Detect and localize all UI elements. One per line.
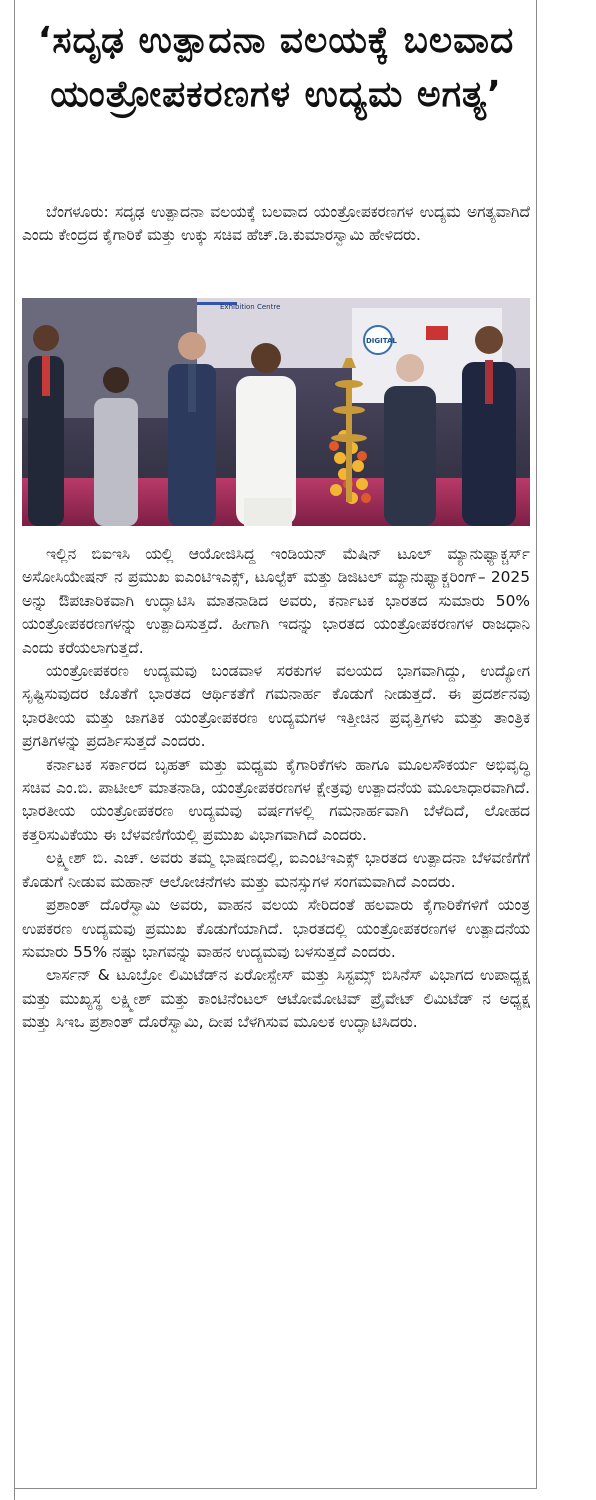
event-photo — [22, 298, 530, 526]
lead-block — [22, 201, 530, 248]
article-headline: ‘ಸದೃಢ ಉತ್ಪಾದನಾ ವಲಯಕ್ಕೆ ಬಲವಾದ ಯಂತ್ರೋಪಕರಣಗಳ ಉದ್ಯಮ ಅಗತ್ಯ’ — [37, 20, 515, 115]
body-paragraph-6: ಲಾರ್ಸನ್ & ಟೂಬ್ರೋ ಲಿಮಿಟೆಡ್‌ನ ಏರೋಸ್ಪೇಸ್ ಮತ್ತು ಸಿಸ್ಟಮ್ಸ್ ಬಿಸಿನೆಸ್ ವಿಭಾಗದ ಉಪಾಧ್ಯಕ್ಷ ಮತ್ತು ಮುಖ್ಯಸ್ಥ ಲಕ್ಷ್ಮೀಶ್ ಮತ್ತು ಕಾಂಟಿನೆಂಟಲ್ ಆಟೋಮೋಟಿವ್ ಪ್ರೈವೇಟ್ ಲಿಮಿಟೆಡ್ ನ ಅಧ್ಯಕ್ಷ ಮತ್ತು ಸಿಇಒ ಪ್ರಶಾಂತ್ ದೊರೆಸ್ವಾಮಿ, ದೀಪ ಬೆಳಗಿಸುವ ಮೂಲಕ ಉದ್ಘಾಟಿಸಿದರು. — [22, 966, 530, 1032]
lead-paragraph: ಬೆಂಗಳೂರು: ಸದೃಢ ಉತ್ಪಾದನಾ ವಲಯಕ್ಕೆ ಬಲವಾದ ಯಂತ್ರೋಪಕರಣಗಳ ಉದ್ಯಮ ಅಗತ್ಯವಾಗಿದೆ ಎಂದು ಕೇಂದ್ರದ ಕೈಗಾರಿಕೆ ಮತ್ತು ಉಕ್ಕು ಸಚಿವ ಹೆಚ್.ಡಿ.ಕುಮಾರಸ್ವಾಮಿ ಹೇಳಿದರು. — [22, 203, 530, 245]
page-left-border — [14, 0, 15, 1500]
backdrop-text: Exhibition Centre — [220, 303, 281, 311]
banner-text: DIGITAL — [366, 337, 397, 345]
body-paragraph-3: ಕರ್ನಾಟಕ ಸರ್ಕಾರದ ಬೃಹತ್ ಮತ್ತು ಮಧ್ಯಮ ಕೈಗಾರಿಕೆಗಳು ಹಾಗೂ ಮೂಲಸೌಕರ್ಯ ಅಭಿವೃದ್ಧಿ ಸಚಿವ ಎಂ.ಬಿ. ಪಾಟೀಲ್ ಮಾತನಾಡಿ, ಯಂತ್ರೋಪಕರಣಗಳ ಕ್ಷೇತ್ರವು ಉತ್ಪಾದನೆಯ ಮೂಲಾಧಾರವಾಗಿದೆ. ಭಾರತೀಯ ಯಂತ್ರೋಪಕರಣ ಉದ್ಯಮವು ವರ್ಷಗಳಲ್ಲಿ ಗಮನಾರ್ಹವಾಗಿ ಬೆಳೆದಿದೆ, ಲೋಹದ ಕತ್ತರಿಸುವಿಕೆಯು ಈ ಬೆಳವಣಿಗೆಯಲ್ಲಿ ಪ್ರಮುಖ ವಿಭಾಗವಾಗಿದೆ ಎಂದರು. — [22, 755, 530, 844]
column-bottom-border — [14, 1488, 537, 1489]
body-paragraph-5: ಪ್ರಶಾಂತ್ ದೊರೆಸ್ವಾಮಿ ಅವರು, ವಾಹನ ವಲಯ ಸೇರಿದಂತೆ ಹಲವಾರು ಕೈಗಾರಿಕೆಗಳಿಗೆ ಯಂತ್ರ ಉಪಕರಣ ಉದ್ಯಮವು ಪ್ರಮುಖ ಕೊಡುಗೆಯಾಗಿದೆ. ಭಾರತದಲ್ಲಿ ಯಂತ್ರೋಪಕರಣಗಳ ಉತ್ಪಾದನೆಯ ಸುಮಾರು 55% ನಷ್ಟು ಭಾಗವನ್ನು ವಾಹನ ಉದ್ಯಮವು ಬಳಸುತ್ತದೆ ಎಂದರು. — [22, 896, 530, 961]
body-paragraph-4: ಲಕ್ಷ್ಮೀಶ್ ಬಿ. ಎಚ್. ಅವರು ತಮ್ಮ ಭಾಷಣದಲ್ಲಿ, ಐಎಂಟಿಇಎಕ್ಸ್ ಭಾರತದ ಉತ್ಪಾದನಾ ಬೆಳವಣಿಗೆಗೆ ಕೊಡುಗೆ ನೀಡುವ ಮಹಾನ್ ಆಲೋಚನೆಗಳು ಮತ್ತು ಮನಸ್ಸುಗಳ ಸಂಗಮವಾಗಿದೆ ಎಂದರು. — [22, 849, 530, 891]
body-paragraph-1: ಇಲ್ಲಿನ ಬಿಐಇಸಿ ಯಲ್ಲಿ ಆಯೋಜಿಸಿದ್ದ ಇಂಡಿಯನ್ ಮೆಷಿನ್ ಟೂಲ್ ಮ್ಯಾನುಫ್ಯಾಕ್ಚರ್ಸ್ ಅಸೋಸಿಯೇಷನ್ ನ ಪ್ರಮುಖ ಐಎಂಟಿಇಎಕ್ಸ್, ಟೂಲ್ಟೆಕ್ ಮತ್ತು ಡಿಜಿಟಲ್ ಮ್ಯಾನುಫ್ಯಾಕ್ಚರಿಂಗ್– 2025 ಅನ್ನು ಔಪಚಾರಿಕವಾಗಿ ಉದ್ಘಾಟಿಸಿ ಮಾತನಾಡಿದ ಅವರು, ಕರ್ನಾಟಕ ಭಾರತದ ಸುಮಾರು 50% ಯಂತ್ರೋಪಕರಣಗಳನ್ನು ಉತ್ಪಾದಿಸುತ್ತದೆ. ಹೀಗಾಗಿ ಇದನ್ನು ಭಾರತದ ಯಂತ್ರೋಪಕರಣಗಳ ರಾಜಧಾನಿ ಎಂದು ಕರೆಯಲಾಗುತ್ತದೆ. — [22, 545, 530, 657]
article-body — [22, 543, 530, 1035]
column-right-border — [536, 0, 537, 1488]
body-paragraph-2: ಯಂತ್ರೋಪಕರಣ ಉದ್ಯಮವು ಬಂಡವಾಳ ಸರಕುಗಳ ವಲಯದ ಭಾಗವಾಗಿದ್ದು, ಉದ್ಯೋಗ ಸೃಷ್ಟಿಸುವುದರ ಜೊತೆಗೆ ಭಾರತದ ಆರ್ಥಿಕತೆಗೆ ಗಮನಾರ್ಹ ಕೊಡುಗೆ ನೀಡುತ್ತದೆ. ಈ ಪ್ರದರ್ಶನವು ಭಾರತೀಯ ಮತ್ತು ಜಾಗತಿಕ ಯಂತ್ರೋಪಕರಣ ಉದ್ಯಮಗಳ ಇತ್ತೀಚಿನ ಪ್ರವೃತ್ತಿಗಳು ಮತ್ತು ತಾಂತ್ರಿಕ ಪ್ರಗತಿಗಳನ್ನು ಪ್ರದರ್ಶಿಸುತ್ತದೆ ಎಂದರು. — [22, 662, 530, 751]
